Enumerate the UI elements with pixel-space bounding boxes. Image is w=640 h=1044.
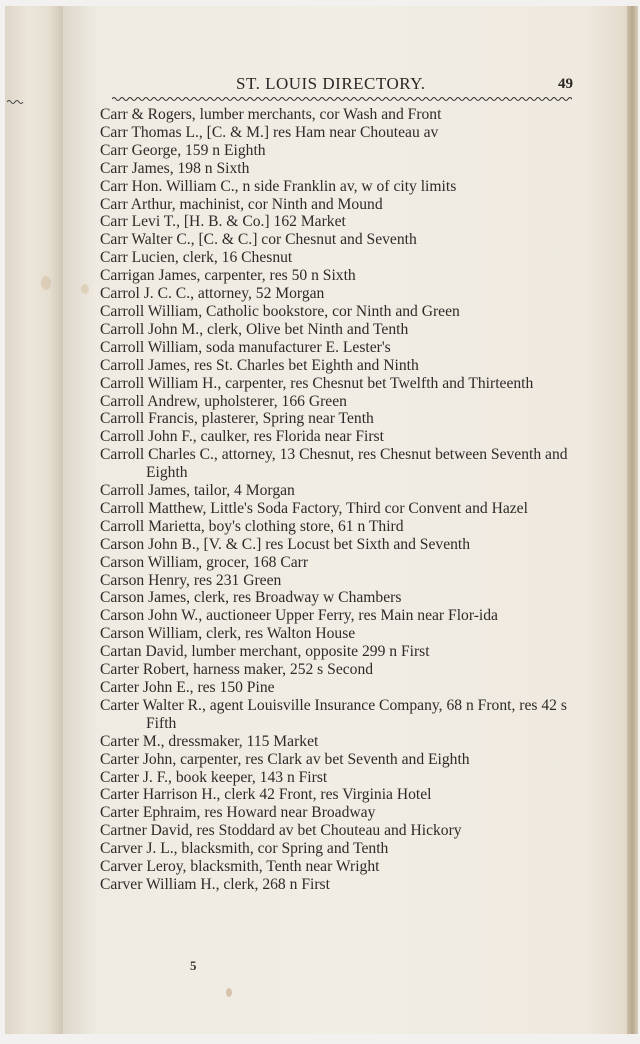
directory-entry: Carver J. L., blacksmith, cor Spring and Tenth: [100, 840, 389, 858]
paper-stain: [41, 276, 51, 290]
directory-entry: Carr Lucien, clerk, 16 Chesnut: [100, 249, 293, 267]
directory-entry: Carroll James, tailor, 4 Morgan: [100, 482, 295, 500]
paper-stain: [81, 284, 89, 294]
directory-entry: Carter J. F., book keeper, 143 n First: [100, 768, 328, 786]
directory-entry: Carson James, clerk, res Broadway w Chambers: [100, 589, 402, 607]
directory-entry: Carson John W., auctioneer Upper Ferry, res Main near Flor-ida: [100, 607, 498, 625]
directory-entry: Carter Robert, harness maker, 252 s Second: [100, 661, 374, 679]
directory-entry: Carroll John M., clerk, Olive bet Ninth and Tenth: [100, 320, 409, 338]
directory-entry: Carroll William H., carpenter, res Chesnut bet Twelfth and Thirteenth: [100, 374, 534, 392]
directory-entry: Carter M., dressmaker, 115 Market: [100, 732, 319, 750]
directory-entry: Carr George, 159 n Eighth: [100, 141, 266, 159]
running-header: [108, 74, 573, 96]
directory-entry: Carter Walter R., agent Louisville Insurance Company, 68 n Front, res 42 s Fifth: [100, 696, 567, 732]
directory-entry: Carroll William, Catholic bookstore, cor Ninth and Green: [100, 302, 460, 320]
directory-entry: Carr Arthur, machinist, cor Ninth and Mound: [100, 195, 383, 213]
directory-entry: Carson Henry, res 231 Green: [100, 571, 282, 589]
page-number: 49: [558, 76, 573, 92]
directory-entry: Carson William, grocer, 168 Carr: [100, 553, 309, 571]
directory-entry: Carter Ephraim, res Howard near Broadway: [100, 804, 376, 822]
signature-mark: 5: [190, 958, 197, 973]
directory-entry: Carroll John F., caulker, res Florida near First: [100, 428, 384, 446]
directory-entry: Carver William H., clerk, 268 n First: [100, 875, 330, 893]
directory-entry: Carr James, 198 n Sixth: [100, 159, 250, 177]
left-page-rule-fragment: [7, 98, 25, 106]
directory-entry: Carroll William, soda manufacturer E. Lester's: [100, 338, 391, 356]
directory-entry: Carr Walter C., [C. & C.] cor Chesnut and Seventh: [100, 231, 417, 249]
page-title: ST. LOUIS DIRECTORY.: [236, 74, 426, 93]
directory-entry: Carson William, clerk, res Walton House: [100, 625, 356, 643]
directory-entry: Carroll Francis, plasterer, Spring near Tenth: [100, 410, 374, 428]
directory-entry: Carroll Marietta, boy's clothing store, 61 n Third: [100, 517, 404, 535]
directory-entry: Carrol J. C. C., attorney, 52 Morgan: [100, 285, 325, 303]
directory-entry: Carver Leroy, blacksmith, Tenth near Wright: [100, 858, 380, 876]
directory-entry: Carroll Matthew, Little's Soda Factory, Third cor Convent and Hazel: [100, 499, 528, 517]
directory-entry: Carr & Rogers, lumber merchants, cor Wash and Front: [100, 106, 442, 123]
directory-entry: Carrigan James, carpenter, res 50 n Sixth: [100, 267, 356, 285]
directory-entry: Carroll Charles C., attorney, 13 Chesnut, res Chesnut between Seventh and Eighth: [100, 446, 568, 482]
directory-entry: Carr Levi T., [H. B. & Co.] 162 Market: [100, 213, 346, 231]
directory-entry: Carroll Andrew, upholsterer, 166 Green: [100, 392, 347, 410]
right-page-edge: [627, 6, 638, 1034]
directory-entry: Cartan David, lumber merchant, opposite 299 n First: [100, 643, 430, 661]
directory-entry: Carter John E., res 150 Pine: [100, 679, 275, 696]
directory-entry: Carson John B., [V. & C.] res Locust bet Sixth and Seventh: [100, 535, 471, 553]
directory-entry: Carter John, carpenter, res Clark av bet Seventh and Eighth: [100, 750, 470, 768]
wavy-header-rule: [112, 95, 572, 103]
directory-entry: Carroll James, res St. Charles bet Eighth and Ninth: [100, 356, 419, 374]
directory-entries: [100, 106, 575, 894]
paper-stain: [226, 988, 232, 997]
directory-entry: Carr Hon. William C., n side Franklin av, w of city limits: [100, 177, 457, 195]
directory-entry: Carr Thomas L., [C. & M.] res Ham near Chouteau av: [100, 123, 439, 141]
left-page-edge: [5, 6, 64, 1034]
directory-entry: Cartner David, res Stoddard av bet Chouteau and Hickory: [100, 822, 462, 840]
directory-entry: Carter Harrison H., clerk 42 Front, res Virginia Hotel: [100, 786, 432, 804]
